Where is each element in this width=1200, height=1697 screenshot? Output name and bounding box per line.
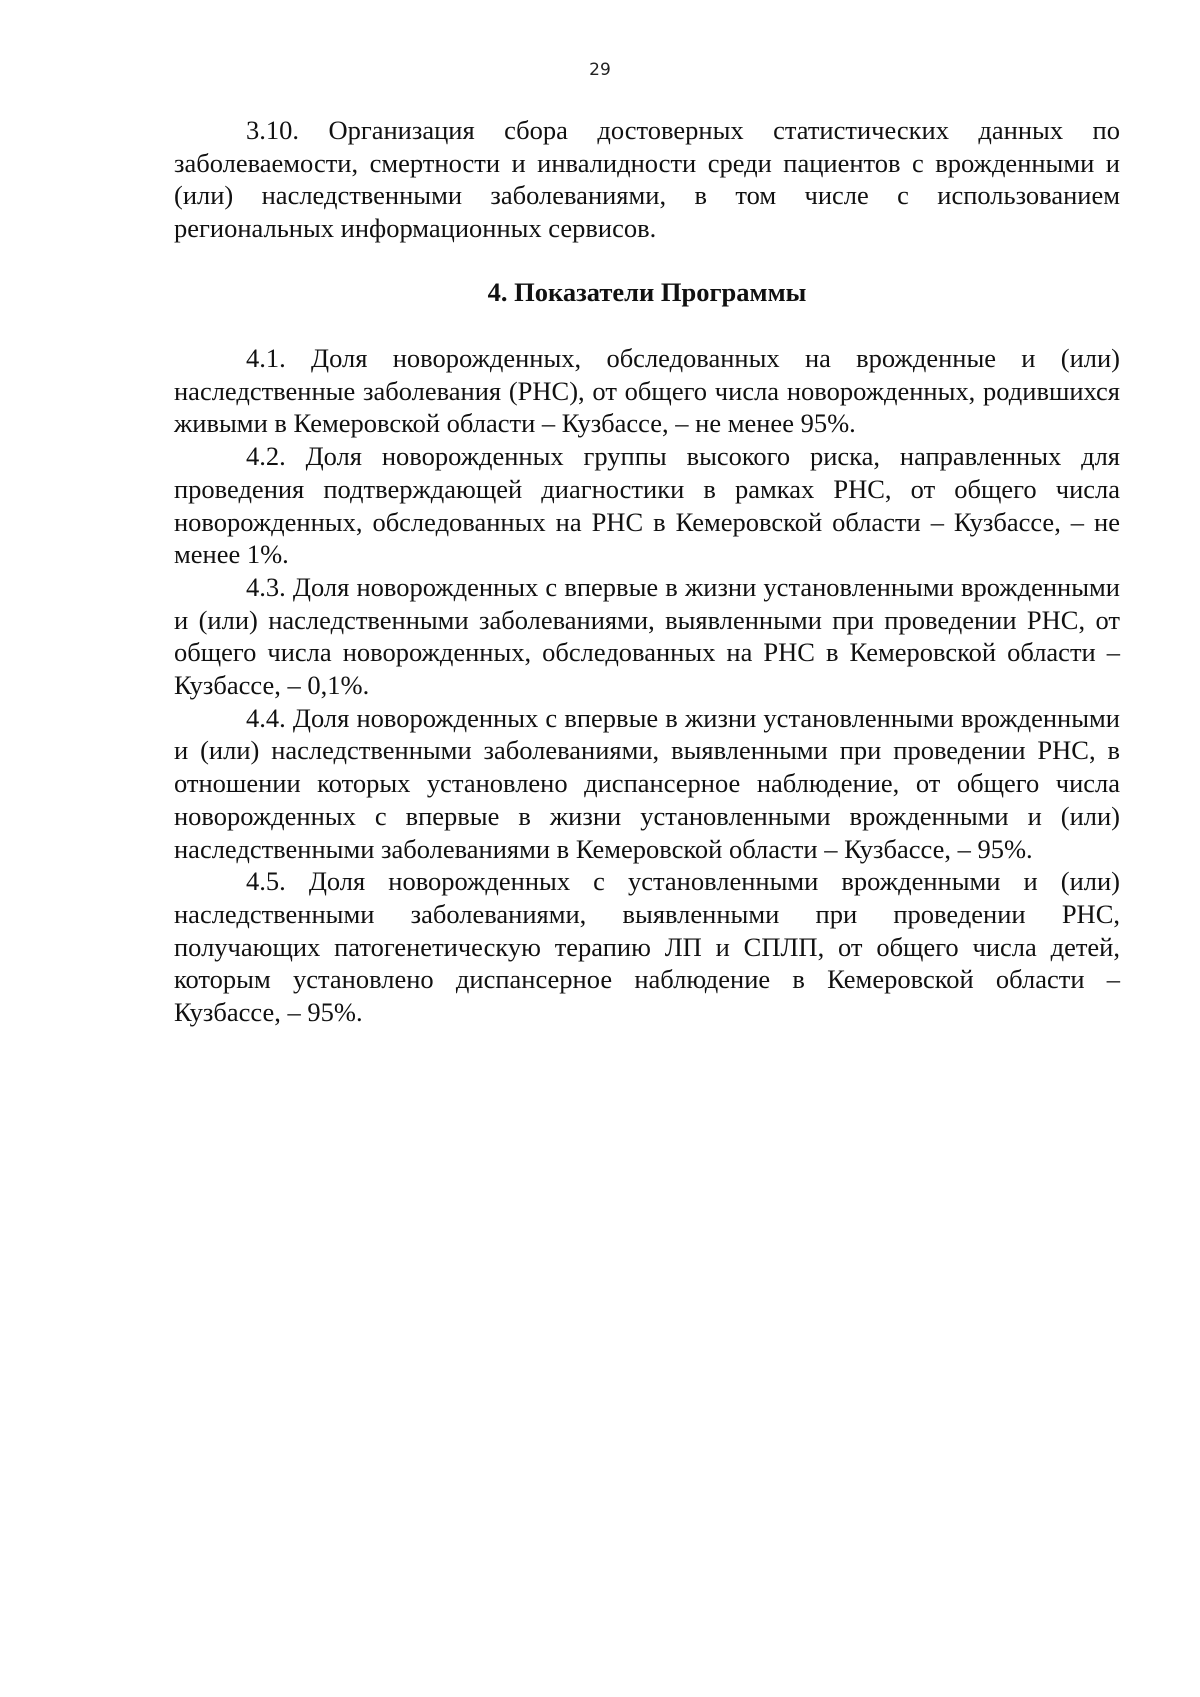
section-4-text	[174, 342, 1120, 1029]
paragraph-4-3: 4.3. Доля новорожденных с впервые в жизни установленными врожденными и (или) наследственными заболеваниями, выявленными при проведении РНС, от общего числа новорожденных, обследованных на РНС в Кемеровской области – Кузбассе, – 0,1%.	[174, 571, 1120, 701]
paragraph-4-5: 4.5. Доля новорожденных с установленными врожденными и (или) наследственными заболеваниями, выявленными при проведении РНС, получающих патогенетическую терапию ЛП и СПЛП, от общего числа детей, которым установлено диспансерное наблюдение в Кемеровской области – Кузбассе, – 95%.	[174, 866, 1120, 1028]
section-heading: 4. Показатели Программы	[487, 277, 807, 307]
section-3-text	[174, 114, 1120, 245]
paragraph-4-1: 4.1. Доля новорожденных, обследованных на врожденные и (или) наследственные заболевания (РНС), от общего числа новорожденных, родившихся живыми в Кемеровской области – Кузбассе, – не менее 95%.	[174, 343, 1120, 439]
page-number: 29	[589, 60, 611, 80]
paragraph-3-10: 3.10. Организация сбора достоверных статистических данных по заболеваемости, смертности и инвалидности среди пациентов с врожденными и (или) наследственными заболеваниями, в том числе с использованием региональных информационных сервисов.	[174, 115, 1120, 244]
paragraph-4-4: 4.4. Доля новорожденных с впервые в жизни установленными врожденными и (или) наследственными заболеваниями, выявленными при проведении РНС, в отношении которых установлено диспансерное наблюдение, от общего числа новорожденных с впервые в жизни установленными врожденными и (или) наследственными заболеваниями в Кемеровской области – Кузбассе, – 95%.	[174, 702, 1120, 864]
paragraph-4-2: 4.2. Доля новорожденных группы высокого риска, направленных для проведения подтверждающей диагностики в рамках РНС, от общего числа новорожденных, обследованных на РНС в Кемеровской области – Кузбассе, – не менее 1%.	[174, 441, 1120, 570]
